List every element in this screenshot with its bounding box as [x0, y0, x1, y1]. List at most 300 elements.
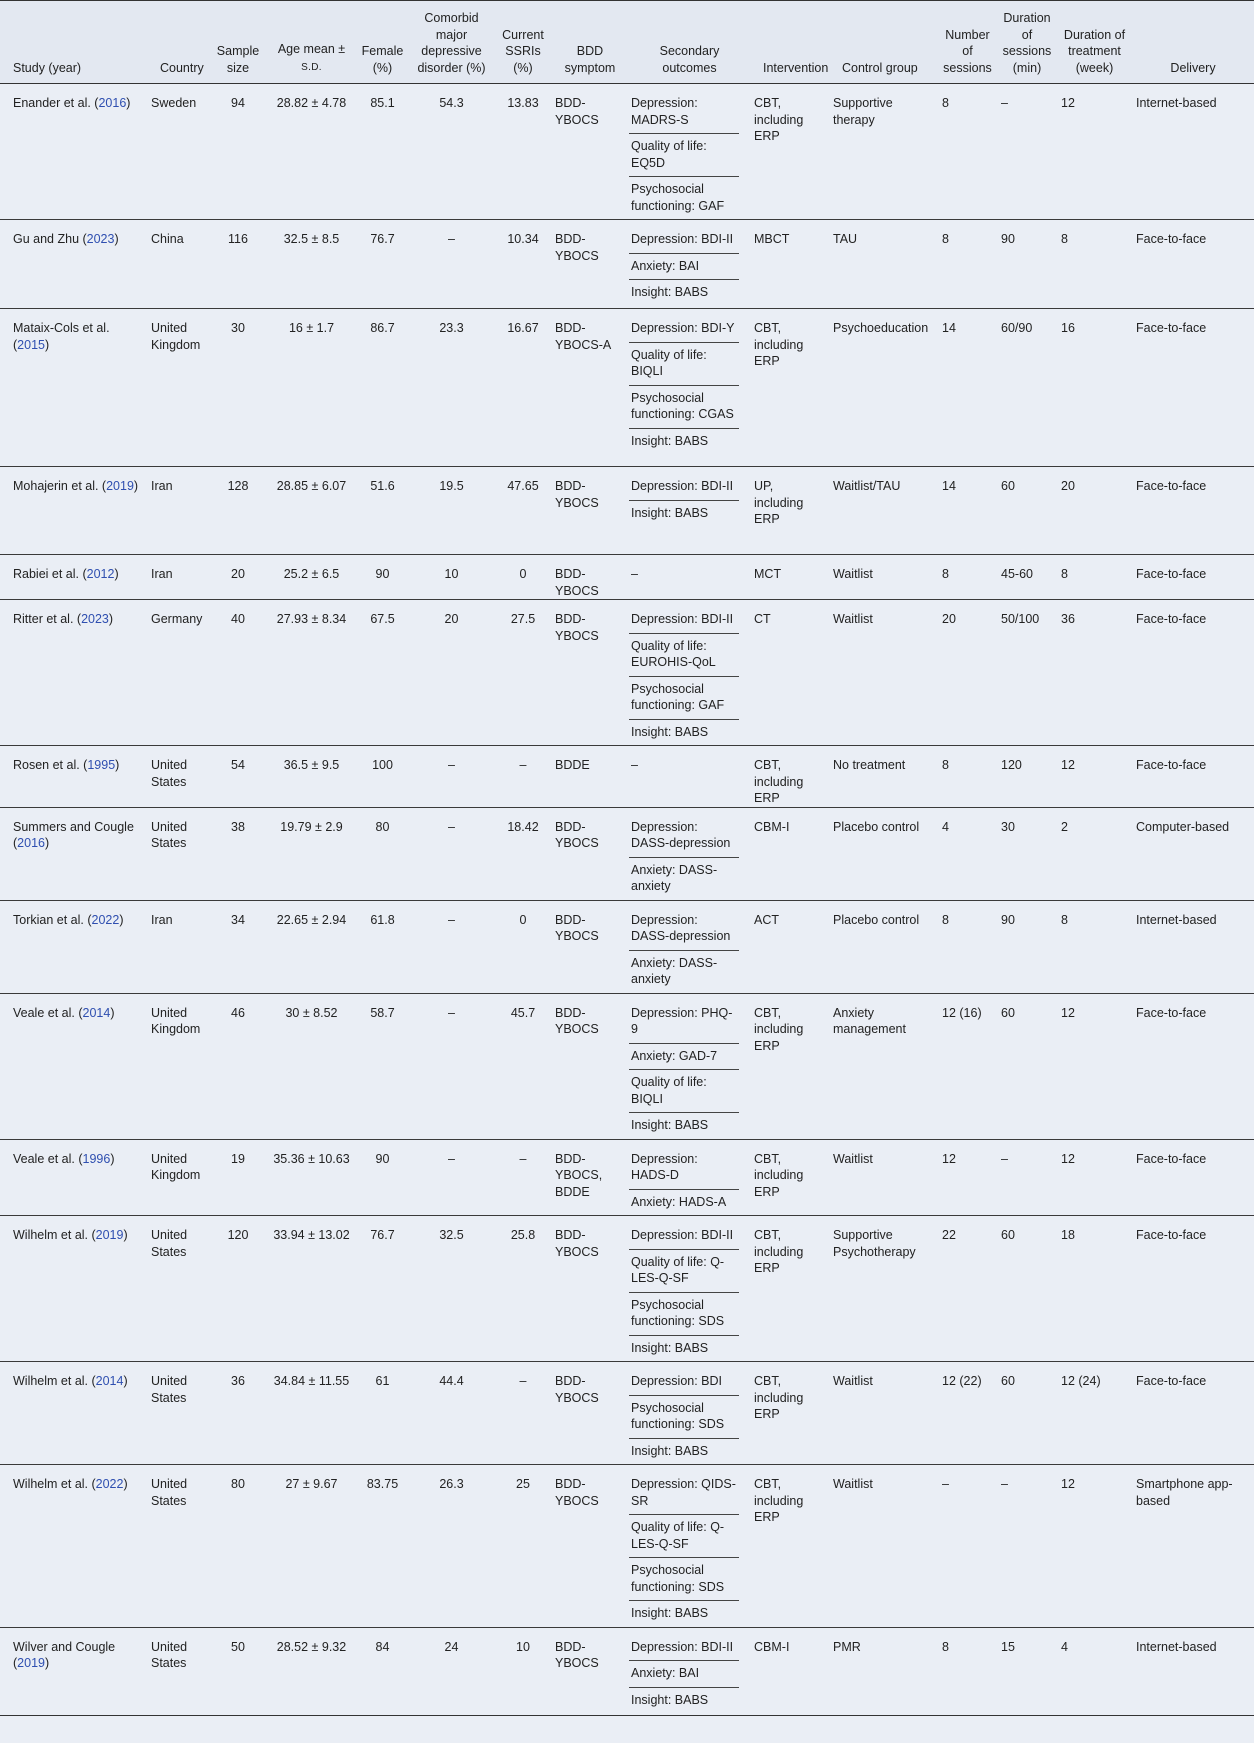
secondary-outcomes-cell — [629, 555, 750, 600]
table-row — [0, 467, 1254, 555]
control-group-cell: Supportive Psychotherapy — [833, 1228, 916, 1259]
number-of-sessions-cell: 8 — [942, 912, 949, 927]
country-cell: Germany — [151, 612, 203, 626]
female-cell: 100 — [372, 758, 393, 772]
ssri-cell: – — [519, 1151, 527, 1166]
header-comorbid — [408, 1, 495, 84]
duration-of-sessions-cell: 60 — [1001, 1374, 1015, 1388]
intervention-cell: CBM-I — [754, 1639, 790, 1654]
control-group-cell: Waitlist/TAU — [833, 479, 901, 493]
duration-of-treatment-cell: 16 — [1061, 321, 1075, 335]
country-cell: United Kingdom — [151, 321, 201, 352]
study-cell — [0, 1216, 147, 1362]
header-line: SSRIs — [505, 44, 541, 58]
bdd-symptom-cell: BDD-YBOCS — [555, 912, 599, 943]
study-close-paren: ) — [108, 612, 114, 626]
secondary-outcome: Depression: BDI-II — [629, 607, 739, 634]
secondary-outcomes-cell — [629, 807, 750, 900]
ssri-cell: 45.7 — [510, 1005, 536, 1020]
ssri-cell: 16.67 — [507, 321, 539, 335]
header-ssri — [495, 1, 551, 84]
header-line: sessions — [1002, 44, 1052, 58]
reference-link[interactable]: 2019 — [95, 1228, 124, 1242]
reference-link[interactable]: 2016 — [17, 836, 45, 850]
age-cell: 28.85 ± 6.07 — [276, 479, 347, 493]
sample-size-cell: 46 — [231, 1005, 245, 1020]
intervention-cell: CBT, including ERP — [754, 1151, 804, 1199]
intervention-cell: ACT — [754, 912, 779, 927]
reference-link[interactable]: 2022 — [91, 912, 120, 927]
reference-link[interactable]: 2016 — [98, 96, 127, 110]
header-line: (%) — [513, 60, 533, 75]
secondary-outcome: Depression: BDI-II — [629, 227, 739, 254]
secondary-outcome: Anxiety: GAD-7 — [629, 1044, 739, 1071]
secondary-outcome: Depression: BDI-Y — [629, 316, 739, 343]
header-line: symptom — [564, 60, 616, 75]
secondary-outcome: Quality of life: BIQLI — [629, 343, 739, 386]
comorbid-cell: 26.3 — [439, 1477, 464, 1491]
duration-of-sessions-cell: 30 — [1001, 819, 1015, 834]
comorbid-cell: – — [448, 232, 455, 246]
duration-of-sessions-cell: – — [1001, 1151, 1008, 1166]
bdd-symptom-cell: BDD-YBOCS — [555, 819, 599, 850]
study-name: Veale et al. ( — [13, 1005, 83, 1020]
bdd-symptom-cell: BDD-YBOCS — [555, 612, 599, 643]
header-line: Secondary — [659, 44, 720, 58]
delivery-cell: Face-to-face — [1136, 567, 1207, 581]
intervention-cell: CBT, including ERP — [754, 321, 804, 368]
number-of-sessions-cell: 14 — [942, 321, 956, 335]
control-group-cell: Psychoeducation — [833, 321, 929, 335]
country-cell: Iran — [151, 479, 173, 493]
delivery-cell: Smartphone app-based — [1136, 1477, 1233, 1508]
control-group-cell: Anxiety management — [833, 1005, 906, 1036]
female-cell: 76.7 — [370, 232, 395, 246]
header-study: Study (year) — [0, 1, 147, 84]
table-header — [0, 1, 1254, 84]
secondary-outcome: Anxiety: DASS-anxiety — [631, 862, 718, 893]
age-cell: 30 ± 8.52 — [285, 1005, 338, 1020]
ssri-cell: – — [519, 1374, 527, 1388]
secondary-outcome: Quality of life: EQ5D — [629, 134, 739, 177]
age-cell: 28.52 ± 9.32 — [276, 1639, 347, 1654]
header-control-group: Control group — [829, 1, 938, 84]
reference-link[interactable]: 1996 — [82, 1151, 111, 1166]
number-of-sessions-cell: 8 — [942, 232, 949, 246]
study-name: Ritter et al. ( — [13, 612, 82, 626]
table-row — [0, 993, 1254, 1139]
bdd-symptom-cell: BDD-YBOCS — [555, 1639, 599, 1670]
bdd-symptom-cell: BDD-YBOCS — [555, 567, 599, 598]
sample-size-cell: 38 — [231, 819, 245, 834]
duration-of-sessions-cell: – — [1001, 1477, 1008, 1491]
comorbid-cell: 24 — [444, 1639, 459, 1654]
table-row — [0, 1216, 1254, 1362]
study-name: Enander et al. ( — [13, 96, 99, 110]
header-age — [266, 1, 357, 84]
intervention-cell: MBCT — [754, 232, 790, 246]
secondary-outcome: Depression: DASS-depression — [629, 908, 739, 951]
comorbid-cell: 54.3 — [439, 96, 464, 110]
study-close-paren: ) — [44, 337, 50, 352]
age-cell: 34.84 ± 11.55 — [273, 1374, 350, 1388]
secondary-outcomes-cell — [629, 900, 750, 993]
secondary-outcome: Insight: BABS — [631, 724, 709, 739]
number-of-sessions-cell: 8 — [942, 96, 949, 110]
study-close-paren: ) — [123, 1374, 128, 1388]
intervention-cell: UP, including ERP — [754, 479, 804, 526]
duration-of-treatment-cell: 12 — [1061, 1151, 1075, 1166]
duration-of-sessions-cell: – — [1001, 96, 1008, 110]
study-close-paren: ) — [44, 836, 50, 850]
delivery-cell: Face-to-face — [1136, 1005, 1207, 1020]
reference-link[interactable]: 2022 — [95, 1477, 124, 1491]
delivery-cell: Face-to-face — [1136, 612, 1207, 626]
header-duration-of-treatment — [1057, 1, 1132, 84]
age-cell: 32.5 ± 8.5 — [283, 232, 340, 246]
country-cell: China — [151, 232, 184, 246]
secondary-outcomes-cell — [629, 1465, 750, 1628]
table-row — [0, 555, 1254, 600]
female-cell: 83.75 — [366, 1477, 399, 1491]
reference-link[interactable]: 1995 — [87, 758, 116, 772]
secondary-outcome: Anxiety: BAI — [629, 1661, 739, 1688]
sample-size-cell: 54 — [231, 758, 245, 772]
comorbid-cell: – — [448, 912, 455, 927]
number-of-sessions-cell: 8 — [942, 1639, 949, 1654]
secondary-outcome: Quality of life: EUROHIS-QoL — [629, 634, 739, 677]
reference-link[interactable]: 2014 — [82, 1005, 111, 1020]
control-group-cell: Waitlist — [833, 612, 873, 626]
number-of-sessions-cell: – — [942, 1477, 949, 1491]
sample-size-cell: 34 — [231, 912, 245, 927]
duration-of-sessions-cell: 90 — [1001, 232, 1015, 246]
duration-of-treatment-cell: 20 — [1061, 479, 1075, 493]
study-close-paren: ) — [110, 1005, 115, 1020]
study-close-paren: ) — [110, 1151, 115, 1166]
number-of-sessions-cell: 14 — [942, 479, 956, 493]
duration-of-sessions-cell: 60 — [1001, 1005, 1015, 1020]
header-line: (week) — [1075, 60, 1114, 75]
bdd-symptom-cell: BDD-YBOCS-A — [555, 321, 612, 352]
study-name: Gu and Zhu ( — [13, 232, 87, 246]
intervention-cell: CT — [754, 612, 771, 626]
intervention-cell: CBT, including ERP — [754, 96, 804, 143]
duration-of-treatment-cell: 8 — [1061, 567, 1068, 581]
header-line: Duration — [1003, 11, 1051, 25]
secondary-outcome: Quality of life: BIQLI — [629, 1070, 739, 1113]
table-body — [0, 84, 1254, 1716]
sample-size-cell: 116 — [228, 232, 248, 246]
ssri-cell: 25.8 — [510, 1228, 536, 1242]
header-line: BDD — [576, 44, 604, 58]
duration-of-treatment-cell: 36 — [1061, 612, 1075, 626]
delivery-cell: Internet-based — [1136, 96, 1217, 110]
duration-of-sessions-cell: 50/100 — [1001, 612, 1040, 626]
sample-size-cell: 120 — [227, 1228, 249, 1242]
country-cell: United States — [151, 758, 188, 789]
header-line: Current — [502, 27, 544, 42]
delivery-cell: Internet-based — [1136, 912, 1217, 927]
header-line: outcomes — [662, 60, 717, 75]
study-cell — [0, 600, 147, 746]
table-row — [0, 1139, 1254, 1216]
header-line: Number — [945, 27, 990, 42]
country-cell: Iran — [151, 912, 173, 927]
female-cell: 76.7 — [370, 1228, 395, 1242]
secondary-outcomes-cell — [629, 1216, 750, 1362]
female-cell: 90 — [375, 1151, 390, 1166]
country-cell: Iran — [151, 567, 173, 581]
comorbid-cell: 23.3 — [439, 321, 464, 335]
duration-of-treatment-cell: 18 — [1061, 1228, 1075, 1242]
study-cell — [0, 900, 147, 993]
ssri-cell: 13.83 — [507, 96, 539, 110]
secondary-outcome: – — [631, 567, 638, 581]
delivery-cell: Face-to-face — [1136, 321, 1207, 335]
sample-size-cell: 36 — [231, 1374, 245, 1388]
secondary-outcomes-cell — [629, 746, 750, 808]
secondary-outcome: Insight: BABS — [631, 285, 709, 299]
study-cell — [0, 1465, 147, 1628]
table-row — [0, 309, 1254, 467]
female-cell: 80 — [375, 819, 390, 834]
intervention-cell: CBT, including ERP — [754, 1374, 804, 1421]
study-close-paren: ) — [126, 96, 131, 110]
country-cell: United States — [151, 1374, 188, 1405]
delivery-cell: Internet-based — [1136, 1639, 1217, 1654]
duration-of-sessions-cell: 15 — [1001, 1639, 1015, 1654]
secondary-outcome: Insight: BABS — [631, 1692, 709, 1707]
intervention-cell: CBM-I — [754, 819, 790, 834]
comorbid-cell: – — [448, 1005, 455, 1020]
sample-size-cell: 50 — [231, 1639, 245, 1654]
table-row — [0, 746, 1254, 808]
reference-link[interactable]: 2019 — [17, 1656, 45, 1670]
delivery-cell: Face-to-face — [1136, 1228, 1207, 1242]
duration-of-treatment-cell: 12 (24) — [1061, 1374, 1101, 1388]
reference-link[interactable]: 2023 — [81, 612, 109, 626]
header-number-of-sessions — [938, 1, 997, 84]
control-group-cell: Placebo control — [833, 819, 920, 834]
duration-of-treatment-cell: 4 — [1061, 1639, 1068, 1654]
bdd-symptom-cell: BDD-YBOCS — [555, 232, 599, 263]
table-row — [0, 220, 1254, 309]
study-name: Veale et al. ( — [13, 1151, 83, 1166]
female-cell: 86.7 — [370, 321, 395, 335]
table-row — [0, 807, 1254, 900]
table-row — [0, 1465, 1254, 1628]
secondary-outcome: Insight: BABS — [631, 1443, 709, 1458]
header-line: (min) — [1012, 60, 1042, 75]
table-row — [0, 900, 1254, 993]
header-line: size — [226, 60, 250, 75]
header-female — [357, 1, 408, 84]
sample-size-cell: 80 — [231, 1477, 245, 1491]
duration-of-treatment-cell: 12 — [1061, 1005, 1075, 1020]
study-cell — [0, 220, 147, 309]
reference-link[interactable]: 2012 — [86, 567, 115, 581]
study-name: Rosen et al. ( — [13, 758, 88, 772]
age-cell: 27 ± 9.67 — [285, 1477, 338, 1491]
age-cell: 28.82 ± 4.78 — [276, 96, 347, 110]
secondary-outcome: Anxiety: DASS-anxiety — [631, 955, 718, 986]
bdd-symptom-cell: BDD-YBOCS — [555, 1374, 599, 1405]
secondary-outcomes-cell — [629, 467, 750, 555]
header-age-line1: Age mean ± — [277, 42, 346, 56]
header-line: (%) — [372, 60, 393, 75]
number-of-sessions-cell: 20 — [942, 612, 956, 626]
number-of-sessions-cell: 8 — [942, 758, 949, 772]
sample-size-cell: 30 — [231, 321, 245, 335]
study-cell — [0, 746, 147, 808]
study-name: Wilhelm et al. ( — [13, 1477, 96, 1491]
secondary-outcomes-cell — [629, 1362, 750, 1465]
secondary-outcome: Insight: BABS — [631, 433, 709, 448]
ssri-cell: – — [519, 758, 527, 772]
age-cell: 35.36 ± 10.63 — [273, 1151, 350, 1166]
country-cell: United States — [151, 819, 188, 850]
delivery-cell: Face-to-face — [1136, 479, 1207, 493]
duration-of-sessions-cell: 90 — [1001, 912, 1015, 927]
control-group-cell: TAU — [833, 232, 858, 246]
ssri-cell: 0 — [519, 912, 527, 927]
bdd-symptom-cell: BDD-YBOCS, BDDE — [555, 1151, 603, 1199]
study-cell — [0, 1627, 147, 1715]
header-line: disorder (%) — [417, 60, 486, 75]
duration-of-treatment-cell: 12 — [1061, 96, 1075, 110]
secondary-outcomes-cell — [629, 220, 750, 309]
duration-of-treatment-cell: 12 — [1061, 758, 1075, 772]
study-close-paren: ) — [115, 758, 120, 772]
study-cell — [0, 309, 147, 467]
ssri-cell: 25 — [516, 1477, 530, 1491]
secondary-outcome: Anxiety: BAI — [629, 254, 739, 281]
control-group-cell: Placebo control — [833, 912, 920, 927]
secondary-outcome: Depression: DASS-depression — [629, 815, 739, 858]
number-of-sessions-cell: 12 — [942, 1151, 956, 1166]
comorbid-cell: 10 — [444, 567, 459, 581]
header-secondary-outcomes — [629, 1, 750, 84]
secondary-outcome: Depression: QIDS-SR — [629, 1472, 739, 1515]
study-close-paren: ) — [133, 479, 139, 493]
age-cell: 27.93 ± 8.34 — [276, 612, 347, 626]
number-of-sessions-cell: 12 (16) — [942, 1005, 982, 1020]
secondary-outcome: Psychosocial functioning: SDS — [629, 1558, 739, 1601]
country-cell: United States — [151, 1639, 188, 1670]
comorbid-cell: – — [448, 1151, 455, 1166]
table-row — [0, 1362, 1254, 1465]
header-age-line2: S.D. — [301, 61, 322, 73]
bdd-symptom-cell: BDD-YBOCS — [555, 1228, 599, 1259]
study-cell — [0, 467, 147, 555]
female-cell: 67.5 — [370, 612, 395, 626]
control-group-cell: Waitlist — [833, 1477, 873, 1491]
secondary-outcome: Anxiety: HADS-A — [631, 1194, 727, 1209]
study-close-paren: ) — [114, 567, 119, 581]
header-line: major — [435, 27, 468, 42]
delivery-cell: Face-to-face — [1136, 1374, 1207, 1388]
secondary-outcome: – — [631, 758, 638, 772]
female-cell: 51.6 — [370, 479, 395, 493]
female-cell: 61.8 — [370, 912, 395, 927]
header-line: Comorbid — [424, 11, 479, 25]
secondary-outcome: Insight: BABS — [631, 505, 709, 520]
ssri-cell: 18.42 — [507, 819, 539, 834]
study-cell — [0, 1362, 147, 1465]
header-bdd-symptom — [551, 1, 629, 84]
header-intervention: Intervention — [750, 1, 829, 84]
secondary-outcomes-cell — [629, 1627, 750, 1715]
header-line: depressive — [421, 44, 482, 58]
age-cell: 33.94 ± 13.02 — [273, 1228, 350, 1242]
control-group-cell: Supportive therapy — [833, 96, 893, 127]
sample-size-cell: 128 — [227, 479, 249, 493]
study-name: Summers and Cougle ( — [13, 819, 134, 850]
intervention-cell: CBT, including ERP — [754, 1228, 804, 1275]
study-close-paren: ) — [44, 1656, 50, 1670]
study-name: Wilhelm et al. ( — [13, 1228, 96, 1242]
secondary-outcomes-cell — [629, 600, 750, 746]
secondary-outcome: Psychosocial functioning: GAF — [629, 677, 739, 720]
duration-of-sessions-cell: 60 — [1001, 1228, 1015, 1242]
comorbid-cell: – — [448, 819, 455, 834]
study-cell — [0, 555, 147, 600]
study-cell — [0, 1139, 147, 1216]
reference-link[interactable]: 2019 — [106, 479, 134, 493]
duration-of-sessions-cell: 45-60 — [1001, 567, 1033, 581]
female-cell: 85.1 — [370, 96, 395, 110]
country-cell: United Kingdom — [151, 1151, 201, 1182]
study-name: Mataix-Cols et al. ( — [13, 321, 110, 352]
bdd-symptom-cell: BDD-YBOCS — [555, 479, 599, 510]
sample-size-cell: 19 — [231, 1151, 245, 1166]
table-row — [0, 84, 1254, 220]
control-group-cell: PMR — [833, 1639, 861, 1654]
secondary-outcome: Depression: PHQ-9 — [629, 1001, 739, 1044]
country-cell: United Kingdom — [151, 1005, 201, 1036]
ssri-cell: 10.34 — [507, 232, 539, 246]
age-cell: 25.2 ± 6.5 — [283, 567, 340, 581]
secondary-outcome: Psychosocial functioning: SDS — [629, 1396, 739, 1439]
study-close-paren: ) — [114, 232, 119, 246]
secondary-outcome: Depression: BDI-II — [629, 1635, 739, 1662]
secondary-outcome: Psychosocial functioning: SDS — [629, 1293, 739, 1336]
sample-size-cell: 20 — [231, 567, 245, 581]
secondary-outcomes-cell — [629, 993, 750, 1139]
intervention-cell: CBT, including ERP — [754, 1005, 804, 1053]
study-close-paren: ) — [123, 1477, 128, 1491]
bdd-symptom-cell: BDD-YBOCS — [555, 1005, 599, 1036]
ssri-cell: 47.65 — [507, 479, 539, 493]
comorbid-cell: 44.4 — [439, 1374, 464, 1388]
header-line: treatment — [1068, 44, 1121, 58]
control-group-cell: Waitlist — [833, 567, 873, 581]
study-close-paren: ) — [123, 1228, 128, 1242]
reference-link[interactable]: 2015 — [17, 337, 45, 352]
ssri-cell: 10 — [516, 1639, 530, 1654]
delivery-cell: Face-to-face — [1136, 232, 1207, 246]
study-cell — [0, 807, 147, 900]
comorbid-cell: 20 — [444, 612, 459, 626]
reference-link[interactable]: 2014 — [95, 1374, 124, 1388]
female-cell: 84 — [375, 1639, 390, 1654]
reference-link[interactable]: 2023 — [86, 232, 115, 246]
duration-of-sessions-cell: 60/90 — [1001, 321, 1033, 335]
study-name: Rabiei et al. ( — [13, 567, 87, 581]
intervention-cell: CBT, including ERP — [754, 1477, 804, 1524]
ssri-cell: 0 — [519, 567, 527, 581]
